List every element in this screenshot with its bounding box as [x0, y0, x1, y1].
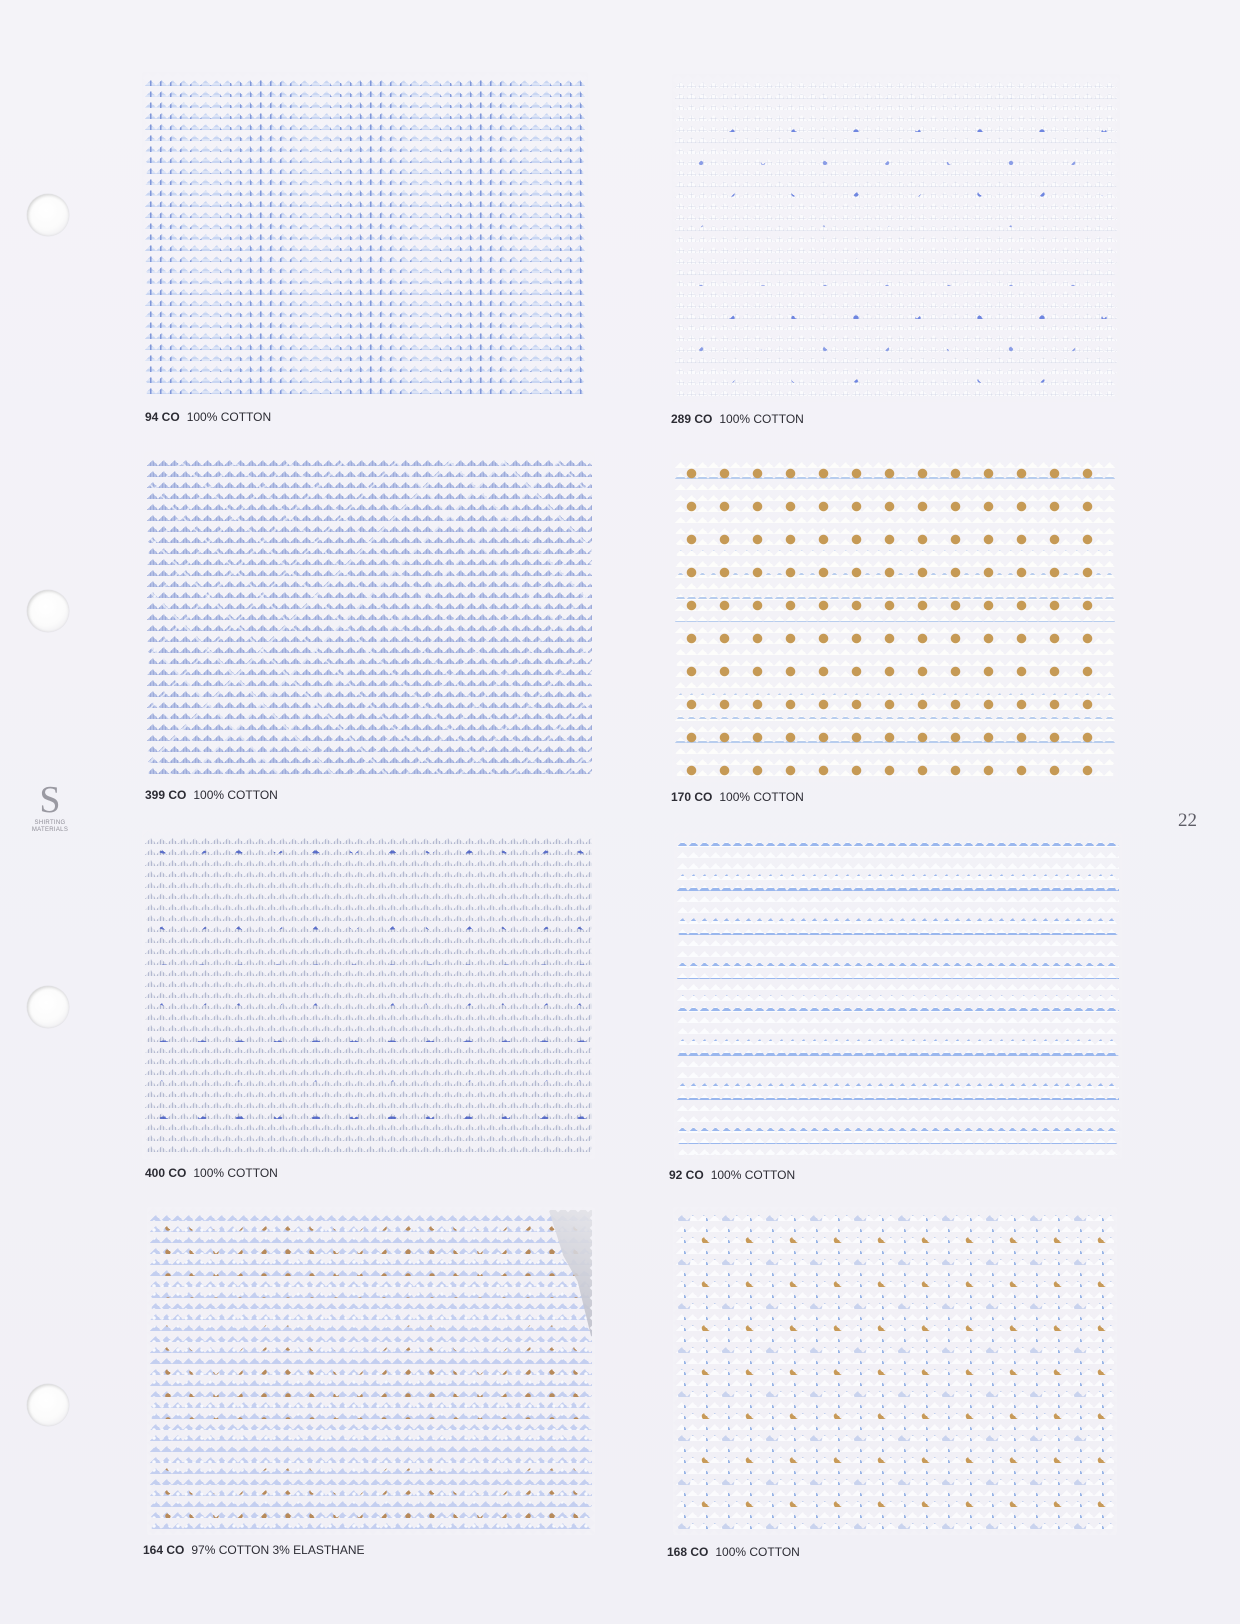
fabric-swatch-168 [676, 1210, 1114, 1532]
fabric-swatch-400 [145, 833, 592, 1156]
fabric-sample [676, 1210, 1114, 1532]
fabric-swatch-289 [675, 77, 1117, 399]
fabric-sample [677, 836, 1119, 1156]
swatch-label [145, 410, 271, 424]
swatch-label [667, 1545, 800, 1559]
fabric-swatch-164 [150, 1210, 592, 1532]
swatch-label [143, 1543, 365, 1557]
fabric-sample [147, 455, 592, 777]
fabric-code: 170 CO [671, 790, 713, 804]
fabric-composition: 100% COTTON [719, 790, 804, 804]
fabric-composition: 97% COTTON 3% ELASTHANE [191, 1543, 365, 1557]
fabric-sample [145, 833, 592, 1156]
fabric-composition: 100% COTTON [719, 412, 804, 426]
swatch-label [669, 1168, 795, 1182]
brand-subtitle: SHIRTING MATERIALS [31, 820, 69, 833]
fabric-composition: 100% COTTON [186, 410, 272, 424]
swatch-label [145, 788, 278, 802]
swatch-label [671, 412, 804, 426]
fabric-swatch-170 [675, 457, 1115, 779]
punch-hole [27, 590, 69, 632]
fabric-code: 400 CO [145, 1166, 187, 1180]
fabric-motif [675, 457, 1115, 779]
fabric-code: 92 CO [669, 1168, 704, 1182]
punch-hole [27, 194, 69, 236]
page-number: 22 [1178, 810, 1197, 831]
fabric-composition: 100% COTTON [193, 788, 278, 802]
fabric-code: 168 CO [667, 1545, 709, 1559]
fabric-swatch-94 [145, 75, 585, 397]
fabric-code: 289 CO [671, 412, 713, 426]
fabric-code: 94 CO [145, 410, 180, 424]
fabric-composition: 100% COTTON [193, 1166, 278, 1180]
fabric-sample [675, 77, 1117, 399]
punch-hole [27, 986, 69, 1028]
fabric-code: 399 CO [145, 788, 187, 802]
fabric-sample [145, 75, 585, 397]
brand-letter: S [39, 779, 61, 821]
punch-hole [27, 1384, 69, 1426]
swatch-label [145, 1166, 278, 1180]
brand-logo [22, 780, 78, 834]
fabric-code: 164 CO [143, 1543, 185, 1557]
fabric-swatch-399 [147, 455, 592, 777]
fabric-composition: 100% COTTON [710, 1168, 796, 1182]
fabric-composition: 100% COTTON [715, 1545, 800, 1559]
fabric-sample [150, 1210, 592, 1532]
swatch-label [671, 790, 804, 804]
fabric-swatch-92 [677, 836, 1119, 1156]
